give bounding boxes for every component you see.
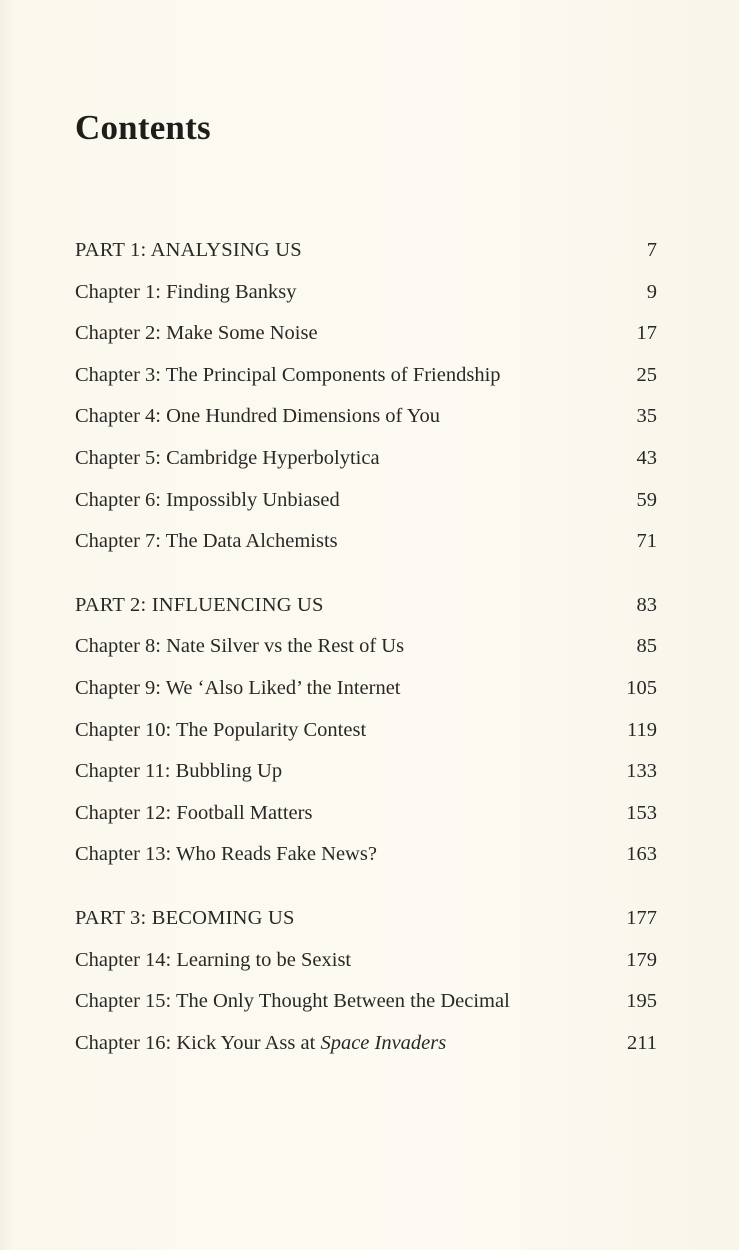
chapter-entry bbox=[75, 521, 657, 563]
chapter-title: Chapter 14: Learning to be Sexist bbox=[75, 948, 352, 971]
chapter-entry bbox=[75, 355, 657, 397]
chapter-title: Chapter 1: Finding Banksy bbox=[75, 280, 297, 303]
chapter-title: Chapter 9: We ‘Also Liked’ the Internet bbox=[75, 676, 401, 699]
chapter-title: Chapter 10: The Popularity Contest bbox=[75, 718, 367, 741]
chapter-entry bbox=[75, 272, 657, 314]
page-number: 211 bbox=[627, 1031, 657, 1054]
chapter-title: Chapter 6: Impossibly Unbiased bbox=[75, 488, 340, 511]
page-number: 163 bbox=[626, 843, 657, 866]
part-title: PART 1: ANALYSING US bbox=[75, 239, 302, 261]
page-number: 17 bbox=[636, 322, 657, 345]
page-number: 25 bbox=[636, 363, 657, 386]
page-number: 177 bbox=[626, 906, 657, 929]
chapter-entry bbox=[75, 313, 657, 355]
page-number: 133 bbox=[626, 760, 657, 783]
chapter-entry bbox=[75, 396, 657, 438]
chapter-title: Chapter 2: Make Some Noise bbox=[75, 322, 318, 345]
chapter-entry bbox=[75, 940, 657, 982]
chapter-entry bbox=[75, 834, 657, 876]
chapter-title: Chapter 11: Bubbling Up bbox=[75, 760, 283, 783]
chapter-title: Chapter 4: One Hundred Dimensions of You bbox=[75, 405, 440, 428]
part-heading bbox=[75, 898, 657, 940]
chapter-entry bbox=[75, 1023, 657, 1065]
part-1-section bbox=[75, 230, 657, 563]
chapter-title: Chapter 5: Cambridge Hyperbolytica bbox=[75, 446, 380, 469]
page-number: 35 bbox=[636, 405, 657, 428]
chapter-title: Chapter 15: The Only Thought Between the Decimal bbox=[75, 990, 510, 1013]
chapter-title: Chapter 8: Nate Silver vs the Rest of Us bbox=[75, 635, 405, 658]
page-number: 153 bbox=[626, 801, 657, 824]
page-number: 59 bbox=[636, 488, 657, 511]
part-title: PART 2: INFLUENCING US bbox=[75, 593, 324, 616]
part-title: PART 3: BECOMING US bbox=[75, 906, 295, 929]
page-number: 105 bbox=[626, 676, 657, 699]
part-3-section bbox=[75, 898, 657, 1064]
chapter-title: Chapter 7: The Data Alchemists bbox=[75, 530, 338, 553]
chapter-title: Chapter 3: The Principal Components of Friendship bbox=[75, 363, 501, 386]
chapter-entry bbox=[75, 751, 657, 793]
chapter-entry bbox=[75, 480, 657, 522]
page-number: 83 bbox=[636, 593, 657, 616]
chapter-title: Chapter 12: Football Matters bbox=[75, 801, 313, 824]
part-2-section bbox=[75, 585, 657, 876]
chapter-entry bbox=[75, 981, 657, 1023]
chapter-title-italic: Space Invaders bbox=[320, 1031, 447, 1054]
chapter-entry bbox=[75, 626, 657, 668]
page-number: 195 bbox=[626, 990, 657, 1013]
page-number: 43 bbox=[636, 446, 657, 469]
chapter-entry bbox=[75, 438, 657, 480]
page-number: 9 bbox=[646, 280, 657, 303]
page-title: Contents bbox=[75, 108, 211, 147]
chapter-entry bbox=[75, 668, 657, 710]
chapter-entry bbox=[75, 793, 657, 835]
page-number: 71 bbox=[636, 530, 657, 553]
part-heading bbox=[75, 585, 657, 627]
page-number: 7 bbox=[646, 239, 657, 261]
chapter-entry bbox=[75, 710, 657, 752]
chapter-title bbox=[75, 1023, 617, 1065]
chapter-title-prefix: Chapter 16: Kick Your Ass at bbox=[75, 1031, 321, 1054]
page-number: 85 bbox=[636, 635, 657, 658]
page-number: 179 bbox=[626, 948, 657, 971]
chapter-title: Chapter 13: Who Reads Fake News? bbox=[75, 843, 377, 866]
part-heading bbox=[75, 230, 657, 272]
table-of-contents bbox=[75, 230, 657, 1086]
page-number: 119 bbox=[627, 718, 657, 741]
